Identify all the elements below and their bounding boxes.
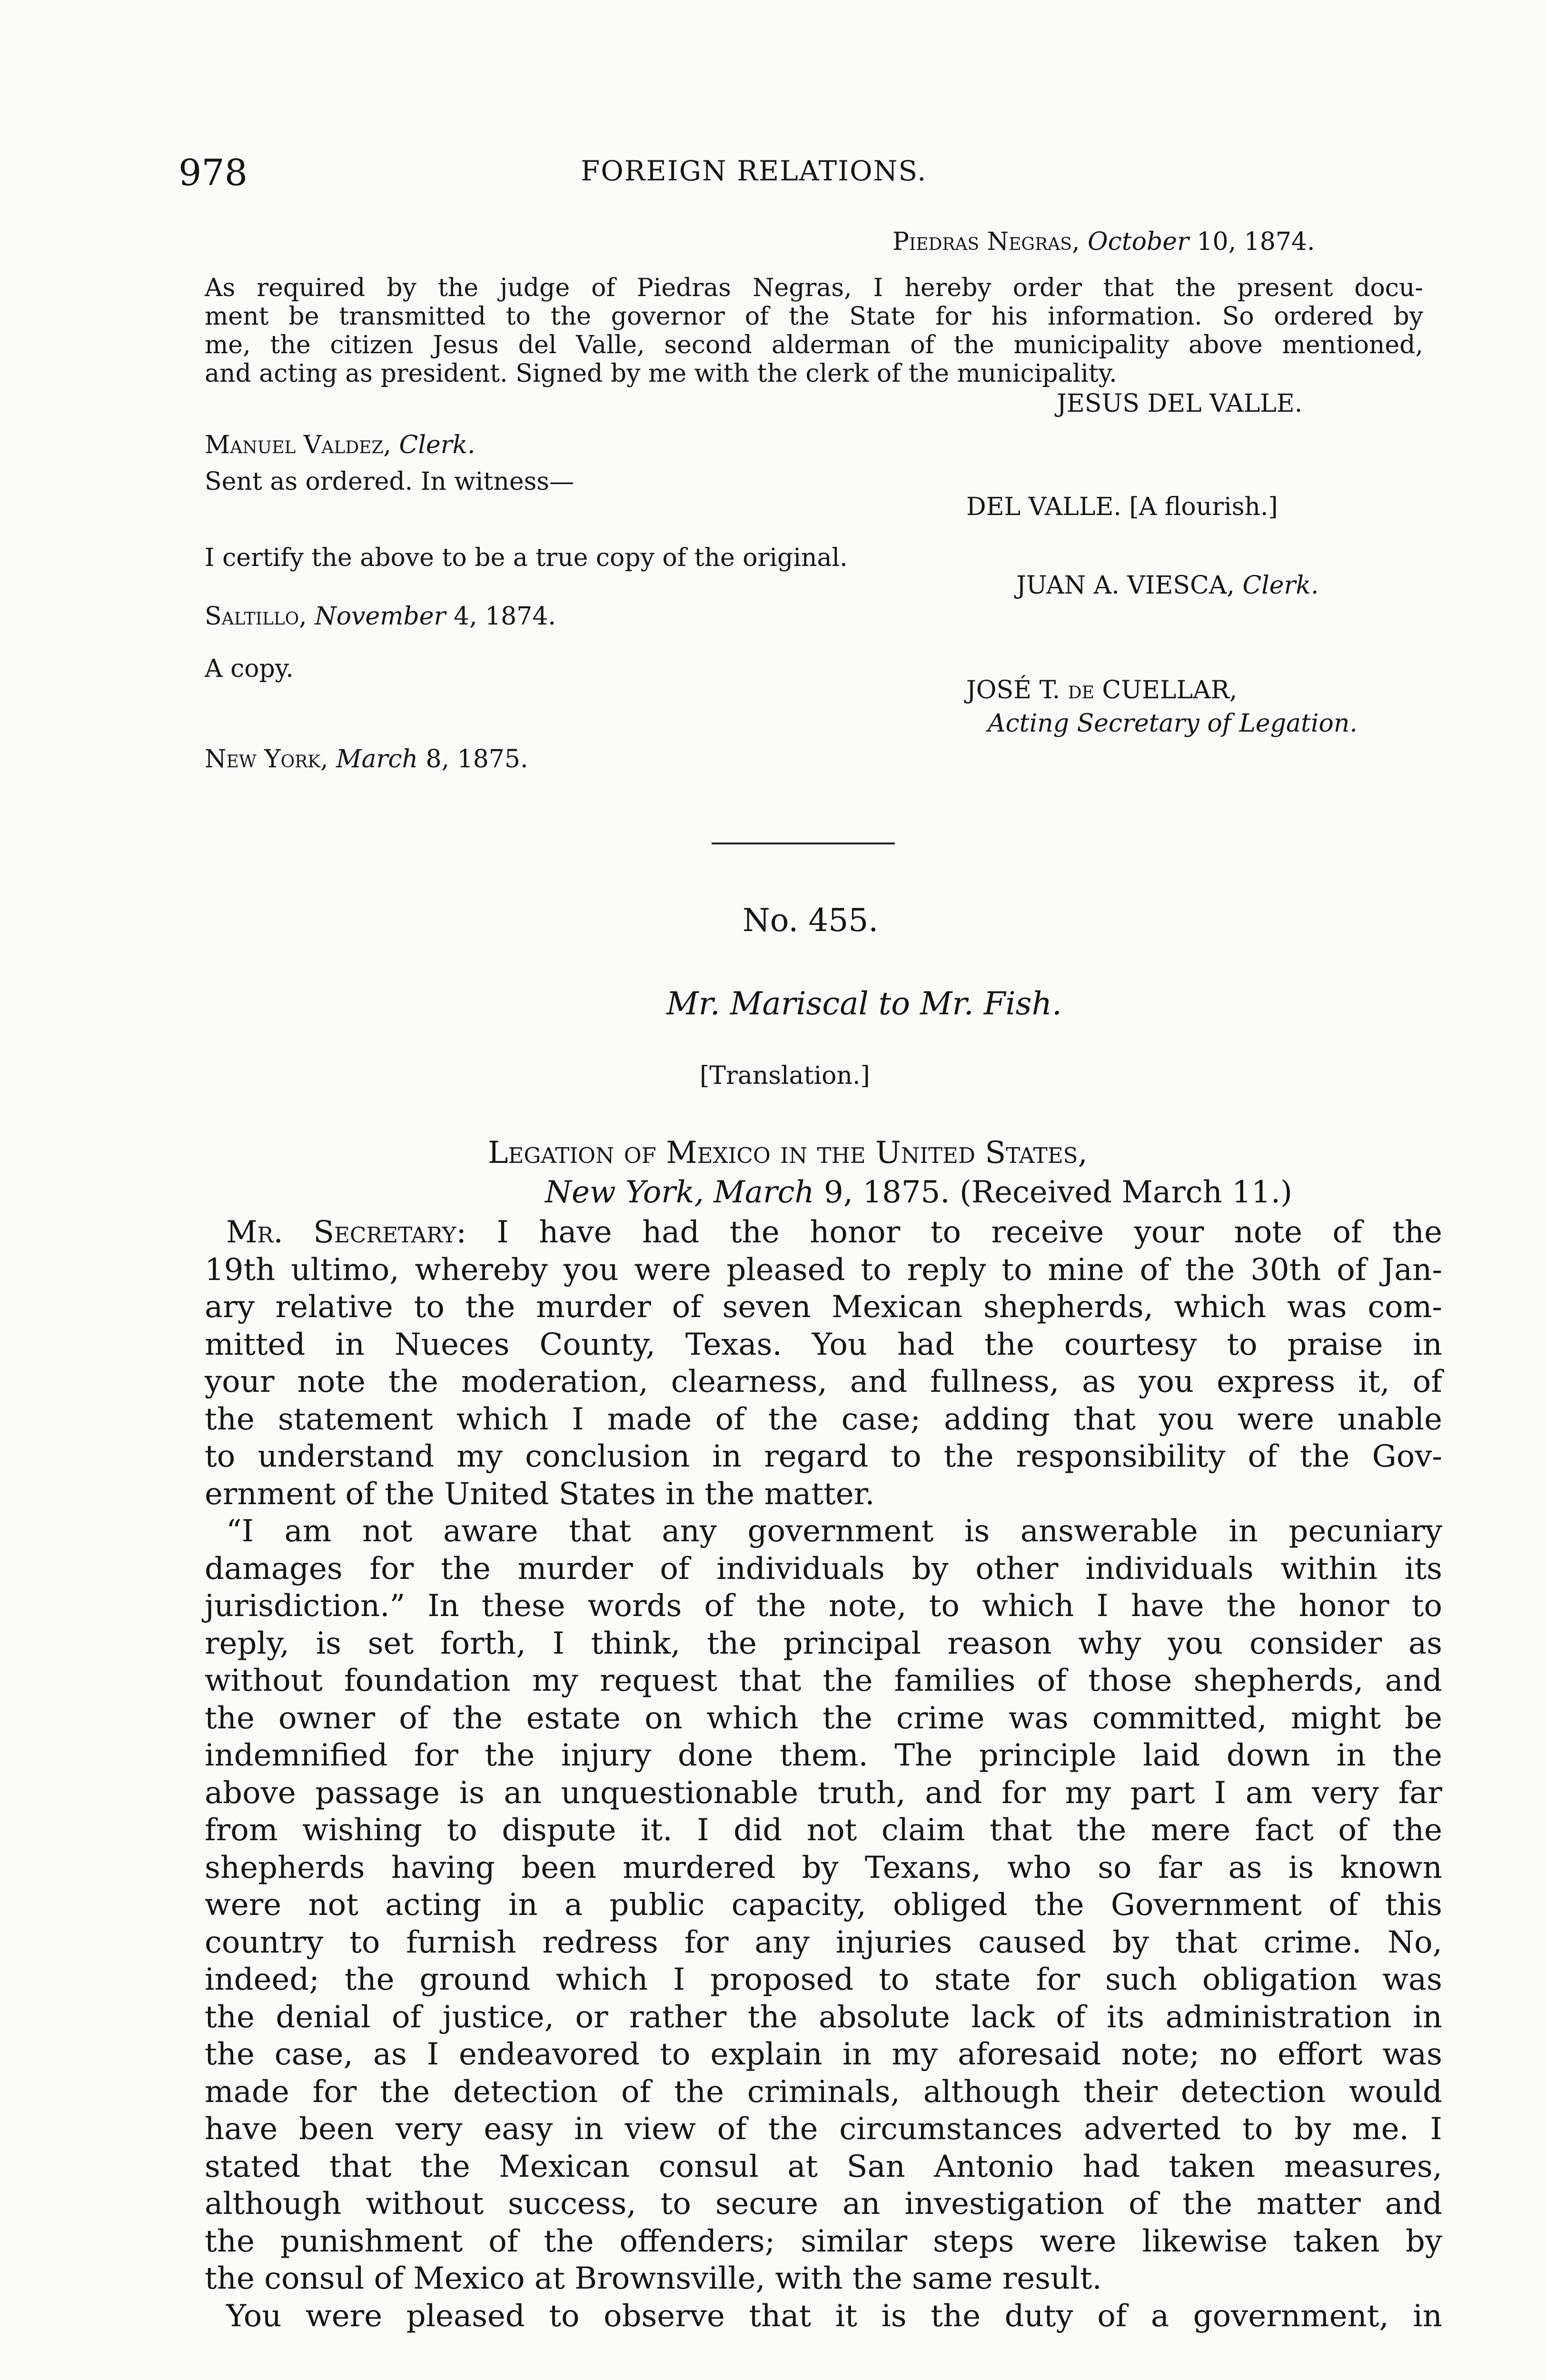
- letter-body: [205, 1214, 1442, 2335]
- text-line: the consul of Mexico at Brownsville, with the same result.: [205, 2261, 1102, 2296]
- order-paragraph: [205, 274, 1423, 388]
- text-line: without foundation my request that the families of those shepherds, and: [205, 1663, 1442, 1698]
- text-line: were not acting in a public capacity, obliged the Government of this: [205, 1887, 1442, 1923]
- signature-jesus-del-valle: JESUS DEL VALLE.: [1057, 389, 1303, 418]
- text-line: and acting as president. Signed by me with the clerk of the municipality.: [205, 359, 1117, 388]
- text-line: the statement which I made of the case; adding that you were unable: [205, 1401, 1442, 1437]
- clerk-title: Clerk.: [399, 431, 476, 459]
- document-number: No. 455.: [743, 902, 879, 939]
- saltillo-dateline: [205, 602, 556, 631]
- saltillo-place: Saltillo,: [205, 602, 307, 631]
- viesca-name: JUAN A. VIESCA,: [1016, 571, 1235, 600]
- running-head: FOREIGN RELATIONS.: [581, 155, 927, 187]
- salutation: Mr. Secretary:: [226, 1215, 466, 1250]
- newyork-place: New York,: [205, 745, 328, 774]
- dateline-date: 10, 1874.: [1197, 228, 1315, 256]
- text-line: from wishing to dispute it. I did not claim that the mere fact of the: [205, 1813, 1442, 1848]
- text-line: the denial of justice, or rather the absolute lack of its administration in: [205, 1999, 1442, 2035]
- document-title: Mr. Mariscal to Mr. Fish.: [666, 985, 1062, 1022]
- text-line: shepherds having been murdered by Texans, who so far as is known: [205, 1850, 1442, 1885]
- letter-heading: Legation of Mexico in the United States,: [488, 1135, 1088, 1170]
- text-line: your note the moderation, clearness, and fullness, as you express it, of: [205, 1364, 1442, 1399]
- text-line: have been very easy in view of the circumstances adverted to by me. I: [205, 2112, 1442, 2147]
- clerk-signature: [205, 431, 476, 459]
- cuellar-name-b: CUELLAR,: [1102, 676, 1238, 704]
- text-line: although without success, to secure an investigation of the matter and: [205, 2186, 1442, 2221]
- text-line: above passage is an unquestionable truth, and for my part I am very far: [205, 1775, 1442, 1811]
- text-line: reply, is set forth, I think, the principal reason why you consider as: [205, 1626, 1442, 1661]
- text-line: the owner of the estate on which the crime was committed, might be: [205, 1700, 1442, 1736]
- letter-month: March: [714, 1175, 814, 1210]
- saltillo-month: November: [315, 602, 446, 631]
- translation-note: [Translation.]: [700, 1061, 870, 1090]
- text-line: made for the detection of the criminals, although their detection would: [205, 2074, 1442, 2110]
- sent-line: Sent as ordered. In witness—: [205, 467, 574, 496]
- newyork-dateline: [205, 745, 528, 774]
- text-line: ment be transmitted to the governor of the State for his information. So ordered by: [205, 302, 1423, 331]
- text-line: jurisdiction.” In these words of the note, to which I have the honor to: [205, 1588, 1442, 1624]
- letter-date: 9, 1875. (Received March 11.): [823, 1175, 1292, 1210]
- text-line: ernment of the United States in the matter.: [205, 1476, 875, 1512]
- newyork-month: March: [336, 745, 418, 774]
- text-line: “I am not aware that any government is answerable in pecuniary: [226, 1514, 1442, 1549]
- text-line: to understand my conclusion in regard to the responsibility of the Gov-: [205, 1439, 1442, 1474]
- viesca-signature: [1016, 571, 1318, 600]
- text-line: country to furnish redress for any injuries caused by that crime. No,: [205, 1924, 1442, 1960]
- text-line: mitted in Nueces County, Texas. You had the courtesy to praise in: [205, 1327, 1442, 1362]
- del-valle-signature: DEL VALLE. [A flourish.]: [966, 493, 1278, 521]
- dateline: [892, 228, 1315, 256]
- text-line: ary relative to the murder of seven Mexican shepherds, which was com-: [205, 1289, 1442, 1325]
- text-line: You were pleased to observe that it is the duty of a government, in: [226, 2298, 1442, 2334]
- saltillo-date: 4, 1874.: [453, 602, 556, 631]
- text-line: the case, as I endeavored to explain in my aforesaid note; no effort was: [205, 2037, 1442, 2072]
- text-line: stated that the Mexican consul at San Antonio had taken measures,: [205, 2149, 1442, 2184]
- cuellar-title: Acting Secretary of Legation.: [988, 709, 1358, 738]
- dateline-month: October: [1088, 228, 1189, 256]
- viesca-title: Clerk.: [1242, 571, 1319, 600]
- copy-line: A copy.: [205, 654, 294, 683]
- letter-place: New York,: [545, 1175, 704, 1210]
- text-line: As required by the judge of Piedras Negras, I hereby order that the present docu-: [205, 274, 1423, 302]
- cuellar-name-de: de: [1068, 676, 1094, 704]
- certify-line: I certify the above to be a true copy of the original.: [205, 544, 848, 572]
- section-divider: [712, 843, 895, 844]
- text-line: 19th ultimo, whereby you were pleased to reply to mine of the 30th of Jan-: [205, 1252, 1442, 1288]
- text-line: [205, 1214, 1442, 1251]
- text-line: indemnified for the injury done them. The principle laid down in the: [205, 1738, 1442, 1773]
- page-number: 978: [178, 151, 248, 194]
- text-line: indeed; the ground which I proposed to state for such obligation was: [205, 1962, 1442, 1997]
- first-line-text: I have had the honor to receive your note of the: [496, 1215, 1442, 1250]
- letter-dateline: [545, 1175, 1292, 1210]
- cuellar-name: [966, 676, 1237, 704]
- cuellar-name-a: JOSÉ T.: [966, 676, 1060, 704]
- text-line: the punishment of the offenders; similar steps were likewise taken by: [205, 2223, 1442, 2259]
- text-line: me, the citizen Jesus del Valle, second alderman of the municipality above mentioned,: [205, 331, 1423, 359]
- clerk-name: Manuel Valdez,: [205, 431, 391, 459]
- newyork-date: 8, 1875.: [426, 745, 528, 774]
- text-line: damages for the murder of individuals by other individuals within its: [205, 1551, 1442, 1587]
- dateline-place: Piedras Negras,: [892, 228, 1080, 256]
